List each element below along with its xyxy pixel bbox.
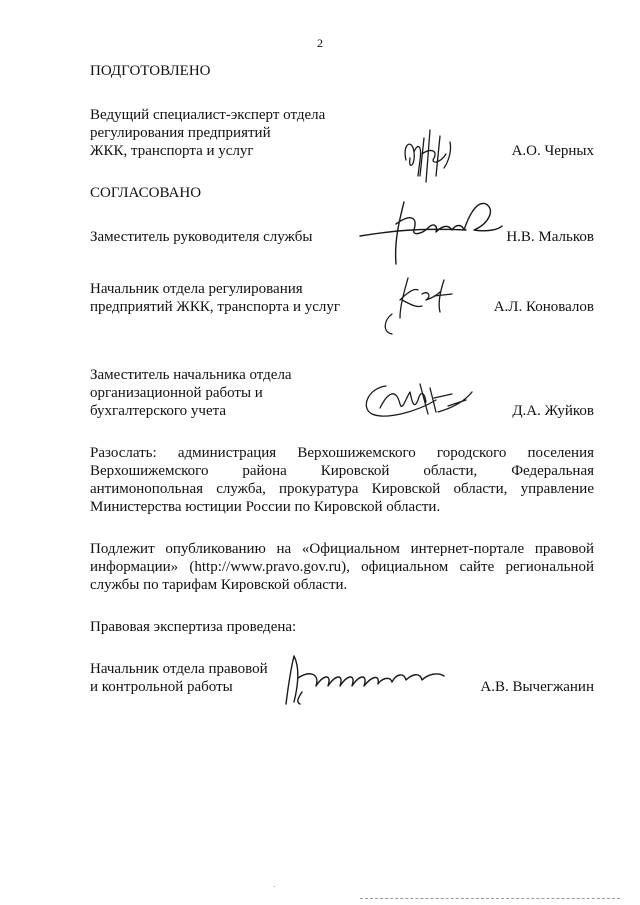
distribution-paragraph xyxy=(90,444,594,516)
signatory-3-position-line-3: бухгалтерского учета xyxy=(90,403,227,419)
footer-rule xyxy=(360,898,620,899)
legal-review-name: А.В. Вычегжанин xyxy=(480,679,594,695)
signatory-3-position-line-2: организационной работы и xyxy=(90,385,263,401)
prepared-position-line-2: регулирования предприятий xyxy=(90,125,271,141)
signature-zhuikov xyxy=(356,378,476,424)
distribution-line-1: Разослать: администрация Верхошижемского городского поселения xyxy=(90,445,594,461)
publication-line-1: Подлежит опубликованию на «Официальном интернет-портале правовой xyxy=(90,541,594,557)
signature-vychegzhanin xyxy=(280,652,460,708)
distribution-line-2: Верхошижемского района Кировской области, Федеральная xyxy=(90,463,594,479)
distribution-line-4: Министерства юстиции России по Кировской области. xyxy=(90,499,441,515)
signatory-1-position-line-1: Заместитель руководителя службы xyxy=(90,229,313,245)
distribution-line-3: антимонопольная служба, прокуратура Кировской области, управление xyxy=(90,481,594,497)
prepared-position xyxy=(90,106,360,160)
signatory-3-position-line-1: Заместитель начальника отдела xyxy=(90,367,292,383)
scan-speck xyxy=(274,886,275,887)
signature-chernykh xyxy=(400,124,470,186)
signatory-2-position xyxy=(90,280,360,316)
signatory-2-name: А.Л. Коновалов xyxy=(493,299,594,315)
publication-line-2: информации» (http://www.pravo.gov.ru), официальном сайте региональной xyxy=(90,559,594,575)
legal-review-position-line-1: Начальник отдела правовой xyxy=(90,661,268,677)
prepared-position-line-1: Ведущий специалист-эксперт отдела xyxy=(90,107,326,123)
legal-review-position-line-2: и контрольной работы xyxy=(90,679,233,695)
signatory-3-name: Д.А. Жуйков xyxy=(512,403,594,419)
publication-paragraph xyxy=(90,540,594,594)
publication-line-3: службы по тарифам Кировской области. xyxy=(90,577,348,593)
prepared-heading: ПОДГОТОВЛЕНО xyxy=(90,63,211,79)
prepared-position-line-3: ЖКК, транспорта и услуг xyxy=(90,143,254,159)
signatory-3-position xyxy=(90,366,360,420)
signatory-1-name: Н.В. Мальков xyxy=(506,229,594,245)
signatory-2-position-line-2: предприятий ЖКК, транспорта и услуг xyxy=(90,299,341,315)
prepared-name: А.О. Черных xyxy=(511,143,594,159)
agreed-heading: СОГЛАСОВАНО xyxy=(90,185,202,201)
signature-malkov xyxy=(356,196,506,272)
page-number: 2 xyxy=(317,36,323,50)
signature-konovalov xyxy=(378,270,468,340)
signatory-1-position xyxy=(90,228,360,246)
signatory-2-position-line-1: Начальник отдела регулирования xyxy=(90,281,303,297)
legal-review-statement: Правовая экспертиза проведена: xyxy=(90,619,297,635)
